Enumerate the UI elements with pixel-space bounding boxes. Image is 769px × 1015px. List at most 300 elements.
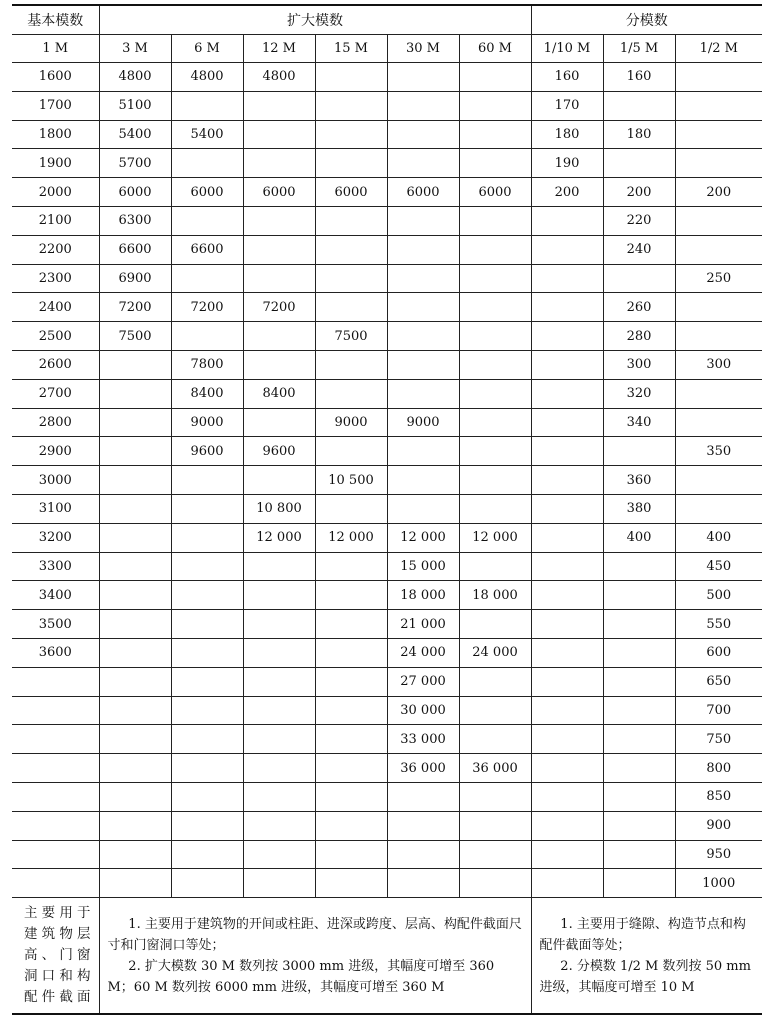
table-cell — [387, 379, 459, 408]
table-cell — [99, 782, 171, 811]
table-cell — [315, 437, 387, 466]
table-cell: 340 — [603, 408, 675, 437]
table-cell — [675, 408, 762, 437]
modulus-table-container — [12, 4, 762, 1015]
table-cell — [243, 610, 315, 639]
table-cell — [531, 235, 603, 264]
table-cell — [603, 91, 675, 120]
table-cell — [315, 754, 387, 783]
table-cell — [315, 264, 387, 293]
table-cell — [12, 725, 99, 754]
table-cell — [459, 696, 531, 725]
table-cell — [99, 696, 171, 725]
table-row — [12, 494, 762, 523]
table-row — [12, 696, 762, 725]
header-basic-modulus: 基本模数 — [12, 5, 99, 35]
table-cell: 500 — [675, 581, 762, 610]
table-cell: 450 — [675, 552, 762, 581]
table-cell — [99, 638, 171, 667]
table-cell: 200 — [675, 178, 762, 207]
table-row — [12, 206, 762, 235]
table-cell — [603, 782, 675, 811]
table-cell — [99, 350, 171, 379]
table-cell: 7800 — [171, 350, 243, 379]
table-cell — [171, 91, 243, 120]
table-cell: 12 000 — [387, 523, 459, 552]
table-cell — [387, 120, 459, 149]
table-cell: 2500 — [12, 322, 99, 351]
table-cell: 10 500 — [315, 466, 387, 495]
table-cell — [99, 725, 171, 754]
table-cell: 12 000 — [243, 523, 315, 552]
table-cell: 750 — [675, 725, 762, 754]
table-cell — [315, 638, 387, 667]
table-cell — [531, 523, 603, 552]
table-cell — [387, 869, 459, 898]
table-cell — [243, 840, 315, 869]
table-cell: 1800 — [12, 120, 99, 149]
table-cell — [531, 437, 603, 466]
table-cell — [99, 869, 171, 898]
table-cell — [243, 264, 315, 293]
fractional-note-1: 1. 主要用于缝隙、构造节点和构配件截面等处； — [539, 916, 746, 953]
table-cell: 360 — [603, 466, 675, 495]
table-cell: 5700 — [99, 149, 171, 178]
table-cell — [99, 667, 171, 696]
table-row — [12, 379, 762, 408]
table-cell — [459, 408, 531, 437]
table-cell — [675, 293, 762, 322]
table-cell — [603, 638, 675, 667]
table-cell: 6000 — [315, 178, 387, 207]
table-cell — [171, 264, 243, 293]
table-cell — [531, 782, 603, 811]
table-cell — [459, 869, 531, 898]
table-cell: 4800 — [171, 63, 243, 92]
table-cell: 600 — [675, 638, 762, 667]
table-cell — [171, 725, 243, 754]
table-cell: 7500 — [99, 322, 171, 351]
table-cell: 2800 — [12, 408, 99, 437]
table-cell: 1000 — [675, 869, 762, 898]
table-cell: 4800 — [243, 63, 315, 92]
table-cell — [459, 782, 531, 811]
table-cell: 5400 — [99, 120, 171, 149]
table-cell — [12, 782, 99, 811]
table-row — [12, 91, 762, 120]
table-cell — [243, 120, 315, 149]
table-cell — [531, 494, 603, 523]
table-cell: 3000 — [12, 466, 99, 495]
table-cell — [459, 552, 531, 581]
table-cell — [459, 437, 531, 466]
table-cell — [603, 811, 675, 840]
table-cell — [459, 235, 531, 264]
table-cell — [315, 350, 387, 379]
table-cell — [315, 63, 387, 92]
table-row — [12, 725, 762, 754]
table-cell — [531, 408, 603, 437]
table-row — [12, 178, 762, 207]
table-cell: 7200 — [243, 293, 315, 322]
table-cell — [99, 494, 171, 523]
table-cell — [675, 91, 762, 120]
table-cell — [171, 494, 243, 523]
table-cell: 7500 — [315, 322, 387, 351]
fractional-note-2: 2. 分模数 1/2 M 数列按 50 mm 进级，其幅度可增至 10 M — [539, 958, 751, 995]
table-cell: 200 — [603, 178, 675, 207]
header-fractional-modulus: 分模数 — [531, 5, 762, 35]
table-cell — [243, 581, 315, 610]
table-cell — [603, 754, 675, 783]
table-cell — [603, 610, 675, 639]
table-cell — [315, 869, 387, 898]
table-cell — [603, 581, 675, 610]
table-cell — [675, 466, 762, 495]
table-cell: 2100 — [12, 206, 99, 235]
notes-row — [12, 898, 762, 1015]
table-row — [12, 523, 762, 552]
table-cell: 220 — [603, 206, 675, 235]
table-cell — [675, 120, 762, 149]
table-cell — [315, 91, 387, 120]
modulus-series-table — [12, 4, 762, 1015]
table-cell: 320 — [603, 379, 675, 408]
table-cell: 2400 — [12, 293, 99, 322]
table-cell — [459, 206, 531, 235]
table-cell — [171, 667, 243, 696]
table-cell — [675, 149, 762, 178]
table-body — [12, 63, 762, 898]
table-cell: 160 — [531, 63, 603, 92]
table-cell — [531, 811, 603, 840]
table-cell: 260 — [603, 293, 675, 322]
table-cell: 7200 — [99, 293, 171, 322]
column-header: 1/2 M — [675, 35, 762, 63]
table-cell — [387, 149, 459, 178]
table-cell — [243, 754, 315, 783]
table-cell: 850 — [675, 782, 762, 811]
table-cell — [459, 840, 531, 869]
group-header-row — [12, 5, 762, 35]
table-cell — [531, 350, 603, 379]
table-cell — [243, 235, 315, 264]
table-row — [12, 840, 762, 869]
table-cell — [531, 206, 603, 235]
table-cell — [243, 552, 315, 581]
table-cell: 12 000 — [315, 523, 387, 552]
table-cell: 3100 — [12, 494, 99, 523]
table-row — [12, 869, 762, 898]
table-cell: 5400 — [171, 120, 243, 149]
table-cell: 180 — [603, 120, 675, 149]
table-cell: 2700 — [12, 379, 99, 408]
table-cell — [243, 696, 315, 725]
table-cell — [531, 379, 603, 408]
table-cell — [459, 120, 531, 149]
table-cell — [603, 437, 675, 466]
table-cell: 900 — [675, 811, 762, 840]
table-cell — [459, 610, 531, 639]
table-cell — [243, 782, 315, 811]
table-cell — [459, 322, 531, 351]
table-cell — [387, 91, 459, 120]
table-cell — [243, 91, 315, 120]
table-cell: 2300 — [12, 264, 99, 293]
table-cell — [531, 581, 603, 610]
table-cell: 2000 — [12, 178, 99, 207]
table-cell — [315, 293, 387, 322]
expanded-usage-note — [99, 898, 531, 1015]
column-header: 30 M — [387, 35, 459, 63]
table-cell — [171, 581, 243, 610]
table-row — [12, 408, 762, 437]
table-cell: 18 000 — [459, 581, 531, 610]
table-cell: 9000 — [171, 408, 243, 437]
table-cell: 2900 — [12, 437, 99, 466]
table-cell — [603, 840, 675, 869]
table-cell: 21 000 — [387, 610, 459, 639]
table-cell — [315, 379, 387, 408]
table-row — [12, 350, 762, 379]
table-cell — [171, 610, 243, 639]
expanded-note-2: 2. 扩大模数 30 M 数列按 3000 mm 进级，其幅度可增至 360 M；60 M 数列按 6000 mm 进级，其幅度可增至 360 M — [107, 958, 495, 995]
table-cell — [171, 552, 243, 581]
column-header: 1/10 M — [531, 35, 603, 63]
table-cell — [387, 322, 459, 351]
table-cell — [603, 149, 675, 178]
table-row — [12, 667, 762, 696]
column-header: 1/5 M — [603, 35, 675, 63]
table-cell — [171, 322, 243, 351]
table-cell — [171, 638, 243, 667]
table-cell: 9600 — [243, 437, 315, 466]
table-cell — [243, 869, 315, 898]
table-cell — [531, 466, 603, 495]
table-cell — [171, 754, 243, 783]
table-cell — [99, 379, 171, 408]
table-cell: 6600 — [171, 235, 243, 264]
table-cell — [171, 840, 243, 869]
table-row — [12, 235, 762, 264]
table-cell — [459, 293, 531, 322]
table-cell — [387, 466, 459, 495]
table-cell — [459, 466, 531, 495]
table-cell — [387, 264, 459, 293]
table-cell: 250 — [675, 264, 762, 293]
table-cell: 170 — [531, 91, 603, 120]
table-cell — [12, 869, 99, 898]
table-cell — [387, 494, 459, 523]
table-cell: 300 — [603, 350, 675, 379]
table-cell — [99, 466, 171, 495]
table-cell: 24 000 — [387, 638, 459, 667]
table-cell — [315, 782, 387, 811]
table-cell — [171, 782, 243, 811]
table-cell: 160 — [603, 63, 675, 92]
table-cell — [459, 63, 531, 92]
table-cell — [315, 840, 387, 869]
table-cell — [459, 725, 531, 754]
table-cell — [243, 350, 315, 379]
table-cell — [99, 408, 171, 437]
table-row — [12, 782, 762, 811]
table-cell: 36 000 — [387, 754, 459, 783]
table-cell: 300 — [675, 350, 762, 379]
table-cell: 1700 — [12, 91, 99, 120]
table-cell: 3400 — [12, 581, 99, 610]
table-row — [12, 264, 762, 293]
table-cell — [315, 610, 387, 639]
table-cell — [531, 610, 603, 639]
table-cell — [315, 725, 387, 754]
table-cell — [675, 494, 762, 523]
table-cell — [171, 869, 243, 898]
table-cell: 1900 — [12, 149, 99, 178]
table-cell — [99, 840, 171, 869]
table-cell — [603, 552, 675, 581]
table-cell — [243, 466, 315, 495]
table-cell — [315, 667, 387, 696]
table-cell: 6000 — [459, 178, 531, 207]
table-cell: 6000 — [171, 178, 243, 207]
column-header: 15 M — [315, 35, 387, 63]
table-row — [12, 552, 762, 581]
table-cell — [459, 667, 531, 696]
table-row — [12, 322, 762, 351]
column-header-row — [12, 35, 762, 63]
column-header: 3 M — [99, 35, 171, 63]
table-cell: 24 000 — [459, 638, 531, 667]
table-cell: 30 000 — [387, 696, 459, 725]
table-cell — [99, 523, 171, 552]
table-cell — [171, 811, 243, 840]
table-cell — [243, 725, 315, 754]
table-cell — [675, 322, 762, 351]
table-cell — [675, 206, 762, 235]
column-header: 60 M — [459, 35, 531, 63]
table-cell: 27 000 — [387, 667, 459, 696]
table-cell — [531, 293, 603, 322]
header-expanded-modulus: 扩大模数 — [99, 5, 531, 35]
table-cell — [243, 667, 315, 696]
table-cell — [171, 206, 243, 235]
table-cell — [171, 149, 243, 178]
table-cell — [531, 696, 603, 725]
table-cell — [675, 379, 762, 408]
table-cell: 1600 — [12, 63, 99, 92]
table-cell — [603, 869, 675, 898]
table-cell — [243, 206, 315, 235]
table-cell — [315, 494, 387, 523]
table-cell — [459, 264, 531, 293]
table-cell — [99, 581, 171, 610]
table-cell — [12, 696, 99, 725]
table-cell — [531, 754, 603, 783]
table-cell — [315, 206, 387, 235]
table-cell — [243, 408, 315, 437]
table-cell: 650 — [675, 667, 762, 696]
table-row — [12, 293, 762, 322]
table-cell — [99, 437, 171, 466]
table-cell — [459, 494, 531, 523]
table-cell: 280 — [603, 322, 675, 351]
table-cell — [531, 667, 603, 696]
table-row — [12, 581, 762, 610]
column-header: 6 M — [171, 35, 243, 63]
table-row — [12, 754, 762, 783]
table-cell: 3200 — [12, 523, 99, 552]
table-cell — [12, 840, 99, 869]
table-cell — [459, 149, 531, 178]
table-cell — [603, 667, 675, 696]
table-cell — [459, 350, 531, 379]
table-cell: 15 000 — [387, 552, 459, 581]
table-cell — [603, 725, 675, 754]
table-cell — [531, 869, 603, 898]
table-cell: 950 — [675, 840, 762, 869]
table-cell — [315, 552, 387, 581]
table-cell — [243, 811, 315, 840]
table-row — [12, 466, 762, 495]
table-cell — [171, 696, 243, 725]
table-cell — [531, 552, 603, 581]
table-cell — [315, 120, 387, 149]
table-cell — [531, 264, 603, 293]
table-cell: 6600 — [99, 235, 171, 264]
table-cell: 9000 — [315, 408, 387, 437]
table-cell — [387, 206, 459, 235]
table-cell — [315, 696, 387, 725]
table-row — [12, 811, 762, 840]
table-cell — [459, 91, 531, 120]
table-cell — [531, 725, 603, 754]
table-cell: 4800 — [99, 63, 171, 92]
table-cell — [603, 696, 675, 725]
table-cell — [531, 322, 603, 351]
table-cell — [387, 437, 459, 466]
fractional-usage-note — [531, 898, 762, 1015]
table-cell — [315, 149, 387, 178]
table-cell — [531, 840, 603, 869]
table-cell — [459, 379, 531, 408]
table-row — [12, 610, 762, 639]
table-cell: 3300 — [12, 552, 99, 581]
table-cell: 190 — [531, 149, 603, 178]
table-cell: 380 — [603, 494, 675, 523]
table-cell — [99, 552, 171, 581]
table-cell: 2600 — [12, 350, 99, 379]
table-cell: 6300 — [99, 206, 171, 235]
table-cell: 6000 — [243, 178, 315, 207]
table-cell — [387, 63, 459, 92]
expanded-note-1: 1. 主要用于建筑物的开间或柱距、进深或跨度、层高、构配件截面尺寸和门窗洞口等处； — [107, 916, 522, 953]
table-cell: 3500 — [12, 610, 99, 639]
table-cell: 6000 — [387, 178, 459, 207]
table-cell: 8400 — [243, 379, 315, 408]
table-cell — [315, 235, 387, 264]
table-cell: 8400 — [171, 379, 243, 408]
table-cell: 9600 — [171, 437, 243, 466]
table-cell: 9000 — [387, 408, 459, 437]
table-cell: 33 000 — [387, 725, 459, 754]
table-cell — [387, 293, 459, 322]
table-cell — [387, 840, 459, 869]
table-cell: 18 000 — [387, 581, 459, 610]
table-cell: 6000 — [99, 178, 171, 207]
table-cell: 400 — [675, 523, 762, 552]
table-row — [12, 149, 762, 178]
